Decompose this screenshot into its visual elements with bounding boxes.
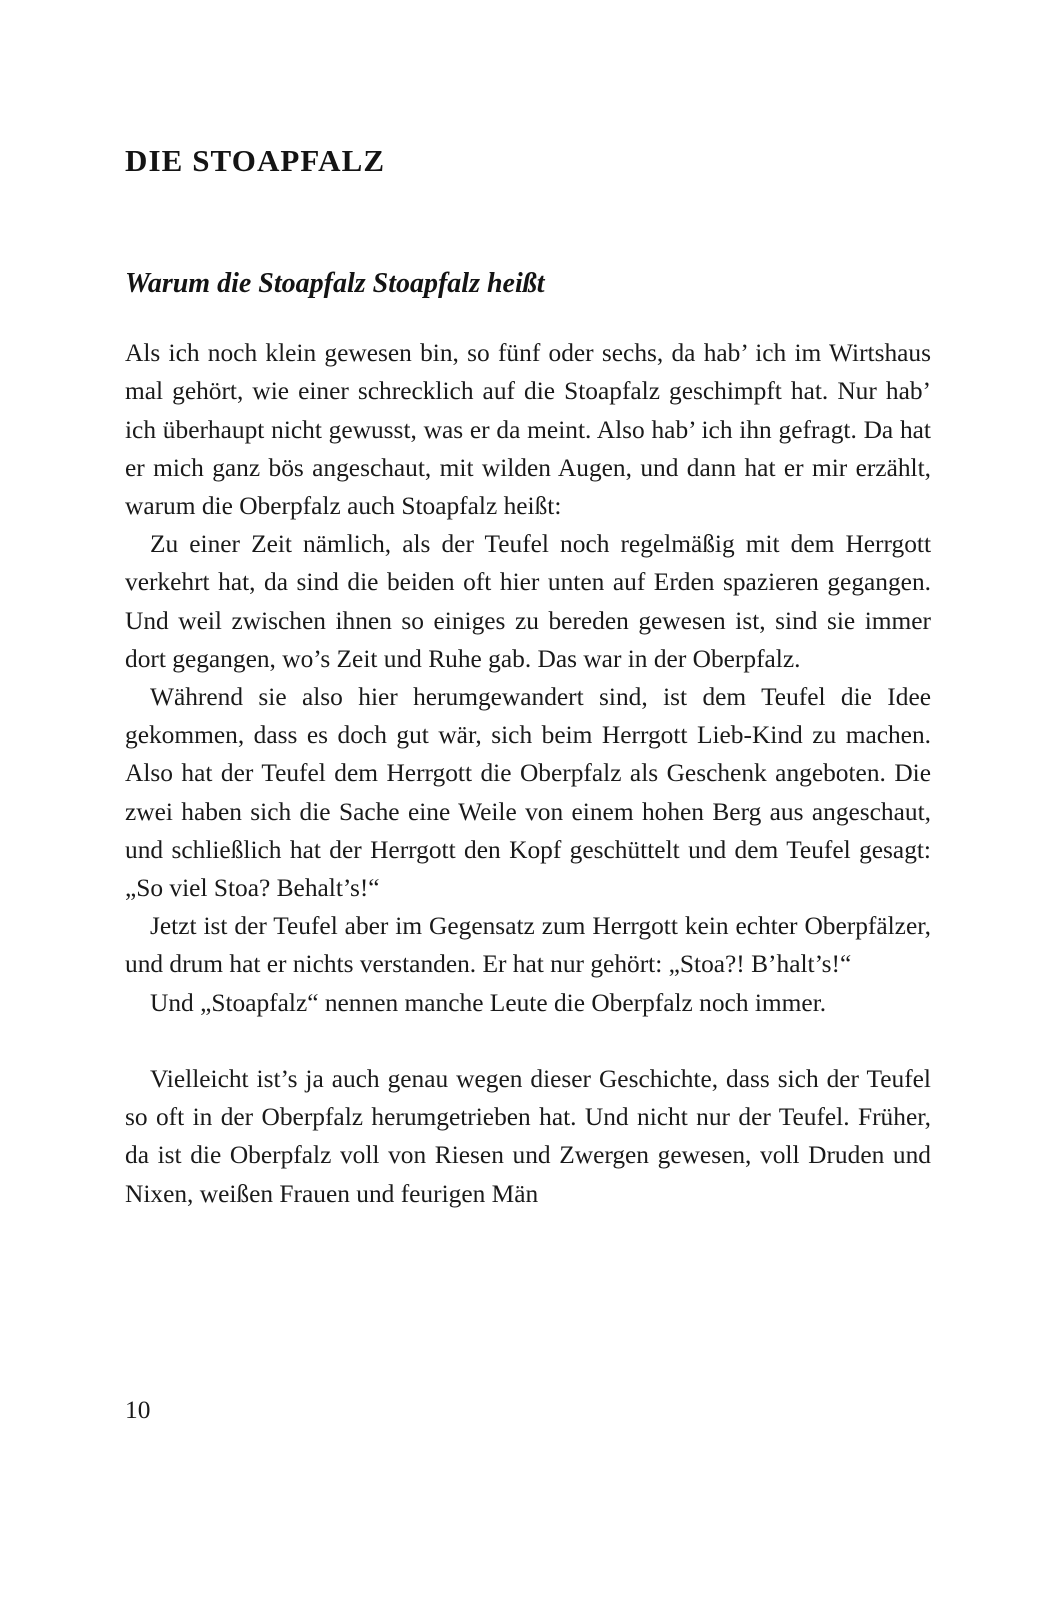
paragraph: Jetzt ist der Teufel aber im Gegensatz zum Herrgott kein echter Oberpfälzer, und drum hat er nichts verstanden. Er hat nur gehört: „Stoa?! B’halt’s!“ (125, 912, 931, 979)
paragraph-spacer (125, 1022, 931, 1060)
paragraph: Vielleicht ist’s ja auch genau wegen dieser Geschichte, dass sich der Teufel so oft in der Oberpfalz herumgetrieben hat. Und nicht nur der Teufel. Früher, da ist die Oberpfalz voll von Riesen und Zwergen gewesen, voll Druden und Nixen, weißen Frauen und feurigen Män (125, 1064, 931, 1208)
paragraph: Als ich noch klein gewesen bin, so fünf oder sechs, da hab’ ich im Wirtshaus mal gehört, wie einer schrecklich auf die Stoapfalz geschimpft hat. Nur hab’ ich überhaupt nicht gewusst, was er da meint. Also hab’ ich ihn gefragt. Da hat er mich ganz bös angeschaut, mit wilden Augen, und dann hat er mir erzählt, warum die Oberpfalz auch Stoapfalz heißt: (125, 339, 931, 521)
body-text (125, 334, 931, 1212)
paragraph: Zu einer Zeit nämlich, als der Teufel noch regelmäßig mit dem Herrgott verkehrt hat, da sind die beiden oft hier unten auf Erden spazieren gegangen. Und weil zwischen ihnen so einiges zu bereden gewesen ist, sind sie immer dort gegangen, wo’s Zeit und Ruhe gab. Das war in der Oberpfalz. (125, 530, 931, 673)
section-title: Warum die Stoapfalz Stoapfalz heißt (125, 267, 545, 299)
page-number: 10 (125, 1396, 151, 1424)
paragraph: Und „Stoapfalz“ nennen manche Leute die Oberpfalz noch immer. (150, 988, 827, 1017)
paragraph: Während sie also hier herumgewandert sind, ist dem Teufel die Idee gekommen, dass es doch gut wär, sich beim Herrgott Lieb-Kind zu machen. Also hat der Teufel dem Herrgott die Oberpfalz als Geschenk angeboten. Die zwei haben sich die Sache eine Weile von einem hohen Berg aus angeschaut, und schließlich hat der Herrgott den Kopf geschüttelt und dem Teufel gesagt: „So viel Stoa? Behalt’s!“ (125, 683, 931, 903)
text-column (125, 0, 931, 1213)
chapter-title: DIE STOAPFALZ (125, 143, 386, 178)
